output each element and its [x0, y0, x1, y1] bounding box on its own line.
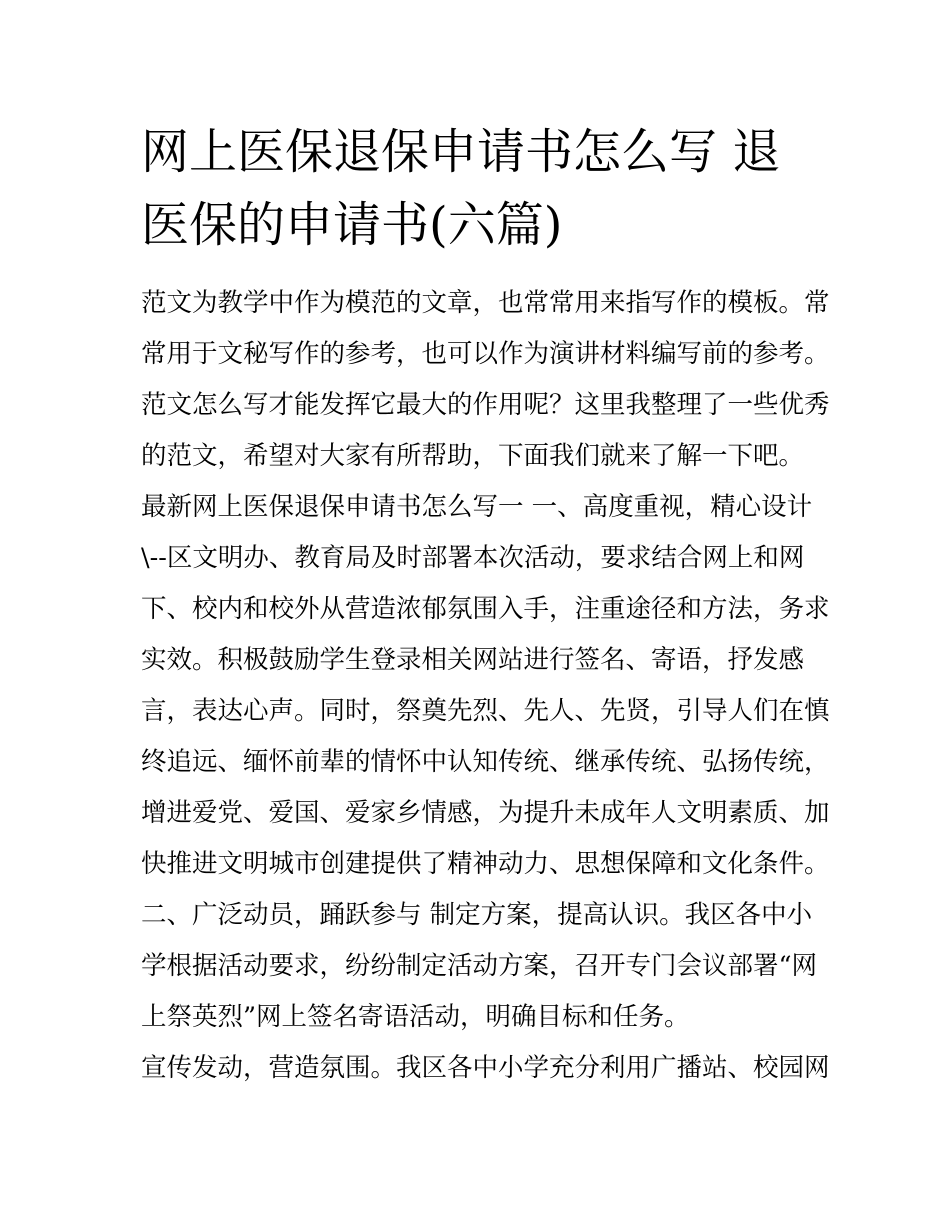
- body-line-4: 的范文，希望对大家有所帮助，下面我们就来了解一下吧。: [141, 441, 805, 471]
- body-line-12: 快推进文明城市创建提供了精神动力、思想保障和文化条件。: [141, 849, 830, 879]
- body-line-6: \--区文明办、教育局及时部署本次活动，要求结合网上和网: [141, 543, 805, 573]
- body-line-3: 范文怎么写才能发挥它最大的作用呢？这里我整理了一些优秀: [141, 390, 830, 420]
- body-line-7: 下、校内和校外从营造浓郁氛围入手，注重途径和方法，务求: [141, 594, 830, 624]
- body-line-15: 上祭英烈”网上签名寄语活动，明确目标和任务。: [141, 1002, 690, 1032]
- body-line-14: 学根据活动要求，纷纷制定活动方案，召开专门会议部署“网: [141, 951, 818, 981]
- document-body: [141, 278, 830, 1094]
- body-line-8: 实效。积极鼓励学生登录相关网站进行签名、寄语，抒发感: [141, 645, 805, 675]
- title-line-2: 医保的申请书(六篇): [141, 197, 563, 253]
- body-line-5: 最新网上医保退保申请书怎么写一 一、高度重视，精心设计: [141, 492, 813, 522]
- body-line-10: 终追远、缅怀前辈的情怀中认知传统、继承传统、弘扬传统，: [141, 747, 830, 777]
- body-line-9: 言，表达心声。同时，祭奠先烈、先人、先贤，引导人们在慎: [141, 696, 830, 726]
- body-line-13: 二、广泛动员，踊跃参与 制定方案，提高认识。我区各中小: [141, 900, 813, 930]
- document-title: [141, 116, 821, 262]
- body-line-2: 常用于文秘写作的参考，也可以作为演讲材料编写前的参考。: [141, 339, 830, 369]
- body-line-11: 增进爱党、爱国、爱家乡情感，为提升未成年人文明素质、加: [141, 798, 830, 828]
- body-line-16: 宣传发动，营造氛围。我区各中小学充分利用广播站、校园网: [141, 1053, 830, 1083]
- body-line-1: 范文为教学中作为模范的文章，也常常用来指写作的模板。常: [141, 288, 830, 318]
- title-line-1: 网上医保退保申请书怎么写 退: [141, 124, 781, 180]
